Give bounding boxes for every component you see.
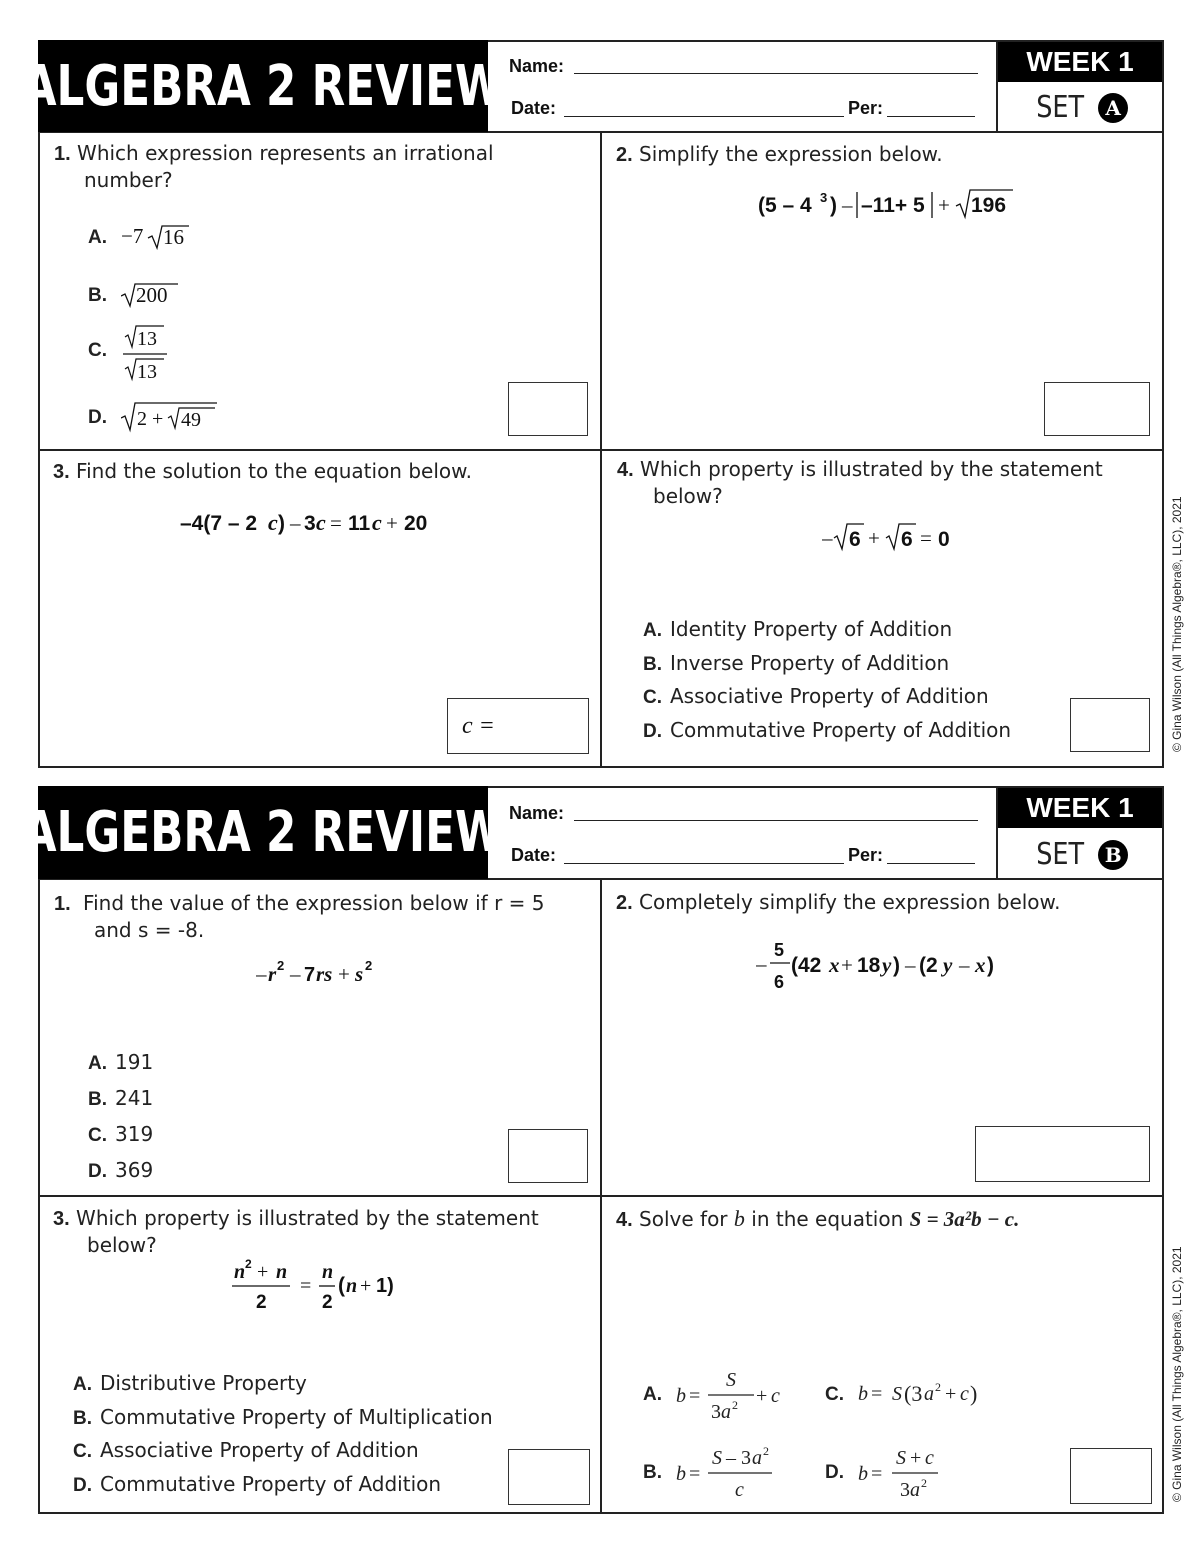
set-letter-circle: B [1098, 840, 1128, 870]
svg-text:n: n [322, 1261, 334, 1283]
expression-q4 [822, 520, 962, 554]
worksheet-title-banner [22, 40, 504, 132]
svg-text:c: c [771, 1385, 781, 1407]
question-number: 1. [54, 143, 71, 165]
svg-text:49: 49 [181, 409, 202, 431]
expr-b-eq-s-over-3a2-plus-c [676, 1366, 816, 1426]
copyright-text: © Gina Wilson (All Things Algebra®, LLC), 2021 [1170, 1246, 1184, 1502]
choice-c[interactable] [825, 1378, 998, 1410]
svg-text:c: c [960, 1383, 970, 1405]
svg-text:3: 3 [711, 1401, 722, 1423]
choice-letter: B. [73, 1408, 92, 1429]
question-number: 4. [617, 459, 634, 481]
svg-text:5: 5 [774, 940, 785, 960]
svg-text:S: S [892, 1383, 903, 1405]
expr-sqrt13-over-sqrt13 [121, 322, 171, 386]
svg-text:y: y [882, 953, 892, 977]
svg-text:–4(7 – 2: –4(7 – 2 [180, 512, 258, 535]
set-label: SET [1036, 837, 1084, 872]
svg-text:c: c [925, 1447, 935, 1469]
svg-text:–: – [290, 511, 301, 535]
svg-text:2: 2 [245, 1257, 252, 1271]
question-number: 2. [616, 892, 633, 914]
svg-text:+: + [945, 1383, 957, 1405]
svg-text:+: + [841, 953, 853, 977]
question-variable: b [733, 1206, 745, 1231]
svg-text:): ) [987, 954, 994, 977]
question-4 [617, 456, 1147, 509]
choice-a[interactable] [88, 222, 191, 252]
choice-text: 319 [115, 1122, 154, 1146]
period-field[interactable] [887, 116, 975, 117]
svg-text:2: 2 [365, 958, 373, 973]
choice-a[interactable] [643, 617, 952, 642]
per-label: Per: [848, 845, 884, 865]
expr-b-eq-s-times-3a2-plus-c [858, 1378, 998, 1410]
week-badge: WEEK 1 [998, 42, 1162, 82]
choice-text: 191 [115, 1050, 154, 1074]
worksheet-title-banner [22, 786, 504, 879]
svg-text:(5 – 4: (5 – 4 [758, 194, 812, 217]
choice-text: Commutative Property of Multiplication [100, 1405, 493, 1429]
svg-text:– 3: – 3 [726, 1447, 752, 1469]
question-text-cont: below? [87, 1233, 157, 1257]
svg-text:n: n [234, 1261, 246, 1283]
choice-letter: D. [88, 406, 107, 428]
svg-text:0: 0 [938, 528, 950, 551]
choice-text: 241 [115, 1086, 154, 1110]
svg-text:–: – [256, 962, 267, 986]
answer-box-q2[interactable] [975, 1126, 1150, 1182]
choice-c[interactable] [88, 322, 171, 386]
svg-text:b: b [858, 1383, 869, 1405]
name-field[interactable] [574, 73, 978, 74]
svg-text:–: – [756, 952, 767, 976]
svg-text:+: + [360, 1275, 372, 1297]
svg-text:b: b [676, 1385, 687, 1407]
svg-text:−7: −7 [121, 224, 144, 248]
answer-box-q1[interactable] [508, 1129, 588, 1183]
choice-a[interactable] [73, 1371, 307, 1396]
svg-text:2: 2 [322, 1292, 333, 1313]
svg-text:=: = [300, 1275, 312, 1297]
set-indicator [998, 831, 1162, 878]
date-field[interactable] [564, 863, 844, 864]
question-equation: S = 3a²b − c. [909, 1207, 1020, 1231]
choice-letter: B. [88, 284, 107, 306]
svg-text:2 +: 2 + [137, 408, 164, 430]
svg-text:11: 11 [348, 512, 371, 535]
question-text: Find the value of the expression below if r = 5 [83, 891, 545, 915]
choice-letter: D. [88, 1161, 107, 1182]
svg-text:rs: rs [316, 962, 333, 986]
svg-text:n: n [346, 1275, 358, 1297]
question-text-cont: and s = -8. [94, 918, 205, 942]
svg-text:196: 196 [971, 194, 1007, 217]
question-text: Which property is illustrated by the statement [76, 1206, 539, 1230]
svg-text:+: + [338, 962, 350, 986]
svg-text:+: + [910, 1447, 922, 1469]
svg-text:x: x [975, 953, 986, 977]
choice-letter: A. [73, 1374, 92, 1395]
choice-letter: A. [643, 620, 662, 641]
svg-text:2: 2 [256, 1292, 267, 1313]
answer-box-q4[interactable] [1070, 1448, 1152, 1504]
svg-text:200: 200 [136, 283, 168, 307]
choice-letter: C. [73, 1441, 92, 1462]
question-number: 1. [54, 893, 71, 915]
expression-q2 [756, 936, 1026, 994]
choice-text: Associative Property of Addition [670, 684, 989, 708]
svg-text:): ) [893, 954, 900, 977]
choice-letter: B. [643, 654, 662, 675]
svg-text:x: x [829, 953, 840, 977]
svg-text:n: n [276, 1261, 288, 1283]
question-number: 2. [616, 144, 633, 166]
choice-d[interactable] [643, 718, 1011, 743]
date-field[interactable] [564, 116, 844, 117]
period-field[interactable] [887, 863, 975, 864]
svg-text:–: – [842, 193, 853, 217]
svg-text:a: a [752, 1447, 763, 1469]
expr-sqrt-2-plus-sqrt49 [121, 400, 221, 434]
svg-text:c: c [735, 1479, 745, 1501]
choice-a[interactable] [643, 1366, 816, 1426]
choice-text: Commutative Property of Addition [100, 1472, 442, 1496]
name-label: Name: [509, 56, 565, 76]
svg-text:S: S [726, 1369, 737, 1391]
svg-text:(: ( [338, 1274, 345, 1297]
choice-d[interactable] [825, 1444, 988, 1504]
svg-text:r: r [268, 962, 277, 986]
choice-text: Identity Property of Addition [670, 617, 953, 641]
week-badge: WEEK 1 [998, 788, 1162, 828]
question-number: 3. [53, 461, 70, 483]
expr-b-eq-s-minus-3a2-over-c [676, 1444, 816, 1504]
svg-text:=: = [689, 1385, 701, 1407]
svg-text:=: = [689, 1463, 701, 1485]
choice-c[interactable] [88, 1122, 153, 1147]
answer-box-q4[interactable] [1070, 698, 1150, 752]
svg-text:3: 3 [820, 190, 828, 205]
choice-b[interactable] [88, 280, 181, 310]
choice-b[interactable] [643, 651, 949, 676]
svg-text:+: + [756, 1385, 768, 1407]
question-text-cont: number? [84, 168, 173, 192]
svg-text:6: 6 [774, 972, 785, 992]
answer-box-q1[interactable] [508, 382, 588, 436]
question-2 [616, 141, 943, 168]
answer-prefix: c = [462, 713, 495, 739]
question-text-cont: below? [653, 484, 723, 508]
svg-text:7: 7 [304, 964, 316, 986]
svg-text:16: 16 [163, 225, 185, 249]
expression-q2 [758, 186, 1018, 222]
expr-sqrt200 [121, 280, 181, 310]
expr-neg7-sqrt16 [121, 222, 191, 252]
svg-text:(2: (2 [919, 954, 938, 977]
svg-text:3: 3 [900, 1479, 911, 1501]
svg-text:): ) [830, 194, 837, 217]
svg-text:(3: (3 [904, 1381, 923, 1406]
choice-letter: A. [88, 1053, 107, 1074]
name-label: Name: [509, 803, 565, 823]
choice-b[interactable] [643, 1444, 816, 1504]
svg-text:b: b [676, 1463, 687, 1485]
set-letter-circle: A [1098, 93, 1128, 123]
choice-letter: D. [643, 721, 662, 742]
answer-box-q3[interactable] [447, 698, 589, 754]
svg-text:6: 6 [849, 528, 861, 551]
set-label: SET [1036, 90, 1084, 125]
answer-box-q3[interactable] [508, 1449, 590, 1505]
svg-text:s: s [355, 962, 364, 986]
expression-q3 [230, 1256, 420, 1316]
choice-letter: C. [643, 687, 662, 708]
choice-b[interactable] [88, 1086, 153, 1111]
svg-text:=: = [871, 1383, 883, 1405]
set-indicator [998, 84, 1162, 131]
svg-text:a: a [910, 1479, 921, 1501]
choice-text: Associative Property of Addition [100, 1438, 419, 1462]
expression-q3 [180, 506, 460, 540]
worksheet-title: ALGEBRA 2 REVIEW [22, 53, 504, 119]
question-text: Find the solution to the equation below. [76, 459, 473, 483]
svg-text:y: y [943, 953, 953, 977]
choice-c[interactable] [73, 1438, 419, 1463]
svg-text:a: a [924, 1383, 935, 1405]
question-number: 4. [616, 1209, 633, 1231]
svg-text:13: 13 [137, 328, 158, 350]
choice-letter: B. [88, 1089, 107, 1110]
choice-d[interactable] [88, 1158, 153, 1183]
choice-letter: D. [73, 1475, 92, 1496]
svg-text:20: 20 [404, 512, 428, 535]
svg-text:+: + [938, 193, 950, 217]
svg-text:=: = [920, 526, 932, 550]
question-text: Simplify the expression below. [639, 142, 943, 166]
question-1 [54, 890, 594, 943]
svg-text:2: 2 [277, 958, 285, 973]
question-1 [54, 140, 574, 193]
svg-text:=: = [330, 511, 342, 535]
question-text: Completely simplify the expression below. [639, 890, 1061, 914]
svg-text:3: 3 [304, 512, 316, 535]
question-text-mid: in the equation [751, 1207, 904, 1231]
question-2 [616, 889, 1060, 916]
svg-text:c: c [268, 510, 278, 535]
choice-text: 369 [115, 1158, 154, 1182]
svg-text:–: – [822, 526, 833, 550]
question-number: 3. [53, 1208, 70, 1230]
answer-box-q2[interactable] [1044, 382, 1150, 436]
date-label: Date: [511, 845, 557, 865]
expr-b-eq-s-plus-c-over-3a2 [858, 1444, 988, 1504]
choice-c[interactable] [643, 684, 989, 709]
svg-text:1): 1) [376, 1275, 394, 1297]
svg-text:+: + [257, 1261, 269, 1283]
svg-text:c: c [372, 510, 382, 535]
choice-letter: C. [825, 1383, 844, 1405]
question-3 [53, 458, 472, 485]
choice-letter: C. [88, 1125, 107, 1146]
choice-letter: C. [88, 339, 107, 361]
choice-d[interactable] [73, 1472, 441, 1497]
svg-text:): ) [970, 1381, 978, 1406]
svg-text:): ) [278, 512, 285, 535]
svg-text:c: c [316, 510, 326, 535]
svg-text:=: = [871, 1463, 883, 1485]
svg-text:(42: (42 [791, 954, 822, 977]
copyright-text: © Gina Wilson (All Things Algebra®, LLC), 2021 [1170, 496, 1184, 752]
svg-text:–: – [959, 953, 970, 977]
svg-text:+: + [386, 511, 398, 535]
svg-text:a: a [721, 1401, 732, 1423]
per-label: Per: [848, 98, 884, 118]
choice-letter: A. [643, 1383, 662, 1405]
question-text: Which expression represents an irrational [77, 141, 494, 165]
svg-text:S: S [896, 1447, 907, 1469]
svg-text:b: b [858, 1463, 869, 1485]
question-text: Solve for [639, 1207, 728, 1231]
choice-text: Commutative Property of Addition [670, 718, 1012, 742]
name-field[interactable] [574, 820, 978, 821]
choice-letter: A. [88, 226, 107, 248]
choice-text: Distributive Property [100, 1371, 307, 1395]
svg-text:18: 18 [857, 954, 881, 977]
choice-b[interactable] [73, 1405, 493, 1430]
choice-text: Inverse Property of Addition [670, 651, 950, 675]
expression-q1 [256, 956, 396, 990]
svg-text:6: 6 [901, 528, 913, 551]
svg-text:2: 2 [921, 1476, 928, 1490]
question-text: Which property is illustrated by the statement [640, 457, 1103, 481]
svg-text:2: 2 [732, 1398, 739, 1412]
choice-letter: D. [825, 1461, 844, 1483]
question-3 [53, 1205, 593, 1258]
svg-text:–: – [290, 962, 301, 986]
svg-text:+: + [868, 526, 880, 550]
choice-letter: B. [643, 1461, 662, 1483]
svg-text:S: S [712, 1447, 723, 1469]
choice-d[interactable] [88, 400, 221, 434]
svg-text:2: 2 [935, 1380, 942, 1394]
svg-text:13: 13 [137, 361, 158, 383]
worksheet-title: ALGEBRA 2 REVIEW [22, 800, 504, 865]
svg-text:2: 2 [763, 1444, 770, 1458]
svg-text:–11+ 5: –11+ 5 [861, 194, 925, 217]
choice-a[interactable] [88, 1050, 153, 1075]
question-4 [616, 1206, 1019, 1233]
date-label: Date: [511, 98, 557, 118]
svg-text:–: – [905, 953, 916, 977]
